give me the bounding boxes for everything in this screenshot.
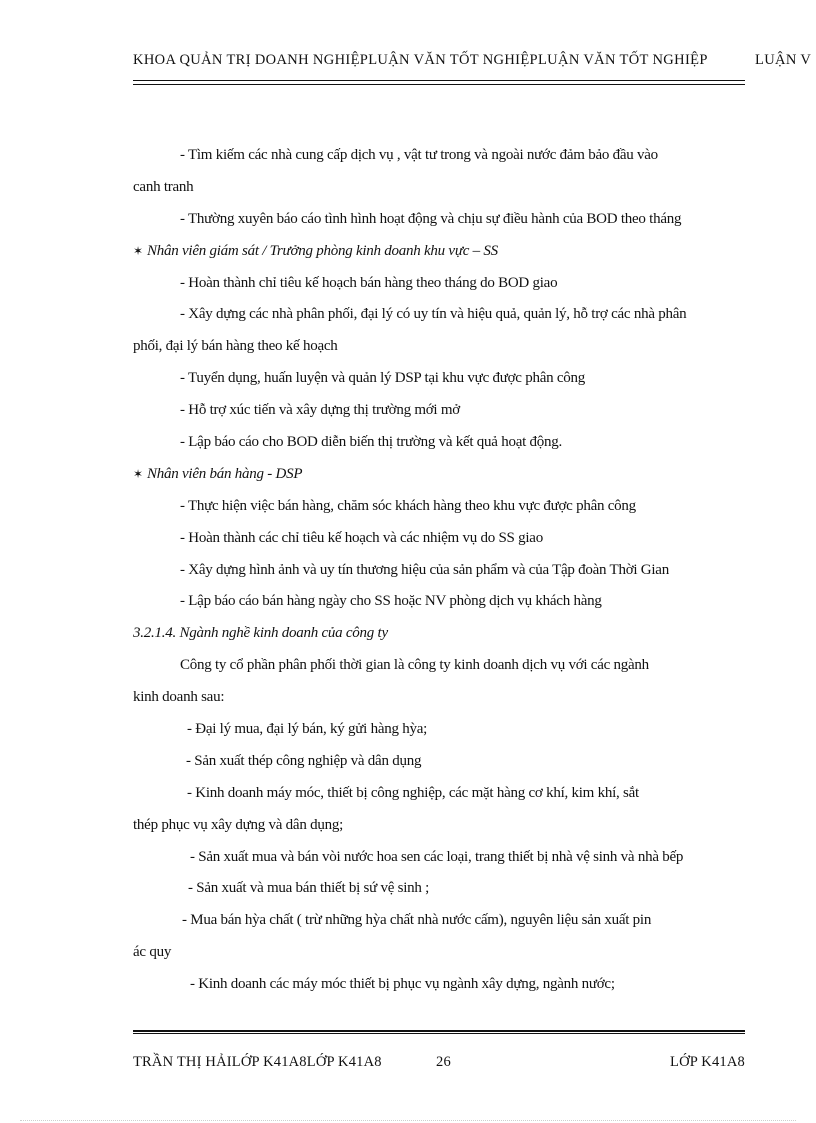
subsection-heading: 3.2.1.4. Ngành nghề kinh doanh của công ty — [133, 625, 388, 642]
header-rule — [133, 80, 745, 85]
section-heading — [133, 459, 745, 491]
page-number: 26 — [436, 1054, 451, 1070]
document-body — [133, 140, 745, 1001]
text-line: - Hoàn thành chỉ tiêu kế hoạch bán hàng theo tháng do BOD giao — [180, 274, 558, 291]
page-footer — [133, 1054, 745, 1071]
text-line: - Tuyển dụng, huấn luyện và quản lý DSP tại khu vực được phân công — [180, 370, 586, 387]
text-line: - Xây dựng các nhà phân phối, đại lý có uy tín và hiệu quả, quản lý, hỗ trợ các nhà phân — [180, 306, 687, 323]
heading-text: Nhân viên giám sát / Trưởng phòng kinh doanh khu vực – SS — [147, 242, 498, 259]
footer-rule — [133, 1030, 745, 1034]
footer-left: TRẦN THỊ HẢILỚP K41A8LỚP K41A8 — [133, 1054, 382, 1070]
list-item: - Sản xuất và mua bán thiết bị sứ vệ sinh ; — [188, 880, 430, 897]
text-line: thép phục vụ xây dựng và dân dụng; — [133, 816, 344, 833]
list-item: - Kinh doanh máy móc, thiết bị công nghiệp, các mặt hàng cơ khí, kim khí, sắt — [187, 784, 639, 801]
text-line: - Thường xuyên báo cáo tình hình hoạt động và chịu sự điều hành của BOD theo tháng — [180, 210, 682, 227]
heading-text: Nhân viên bán hàng - DSP — [147, 465, 303, 482]
list-item: - Sản xuất mua và bán vòi nước hoa sen các loại, trang thiết bị nhà vệ sinh và nhà bếp — [190, 848, 684, 865]
text-line: - Tìm kiếm các nhà cung cấp dịch vụ , vật tư trong và ngoài nước đảm bảo đầu vào — [180, 147, 658, 163]
text-line: - Hỗ trợ xúc tiến và xây dựng thị trường mới mở — [180, 402, 460, 419]
page-edge-divider — [20, 1120, 796, 1121]
list-item: - Kinh doanh các máy móc thiết bị phục vụ ngành xây dựng, ngành nước; — [190, 976, 615, 993]
text-line: ác quy — [133, 944, 172, 961]
text-line: - Hoàn thành các chỉ tiêu kế hoạch và các nhiệm vụ do SS giao — [180, 529, 543, 546]
list-item: - Mua bán hỳa chất ( trừ những hỳa chất nhà nước cấm), nguyên liệu sản xuất pin — [182, 912, 652, 929]
text-line: - Lập báo cáo bán hàng ngày cho SS hoặc NV phòng dịch vụ khách hàng — [180, 593, 602, 610]
text-line: kinh doanh sau: — [133, 689, 225, 706]
text-line: - Xây dựng hình ảnh và uy tín thương hiệu của sản phẩm và của Tập đoàn Thời Gian — [180, 561, 669, 578]
text-line: Công ty cổ phần phân phối thời gian là công ty kinh doanh dịch vụ với các ngành — [180, 657, 649, 674]
footer-right: LỚP K41A8 — [670, 1054, 745, 1070]
star-bullet-icon: ✶ — [133, 466, 143, 481]
header-right: LUẬN V — [755, 52, 812, 68]
header-title: KHOA QUẢN TRỊ DOANH NGHIỆPLUẬN VĂN TỐT NGHIỆPLUẬN VĂN TỐT NGHIỆP — [133, 52, 708, 68]
star-bullet-icon: ✶ — [133, 243, 143, 258]
list-item: - Sản xuất thép công nghiệp và dân dụng — [186, 752, 422, 769]
text-line: phối, đại lý bán hàng theo kế hoạch — [133, 338, 338, 355]
list-item: - Đại lý mua, đại lý bán, ký gửi hàng hỳa; — [187, 721, 428, 738]
text-line: canh tranh — [133, 178, 194, 195]
page-header — [133, 52, 812, 69]
section-heading — [133, 236, 745, 268]
text-line: - Thực hiện việc bán hàng, chăm sóc khách hàng theo khu vực được phân công — [180, 497, 636, 514]
text-line: - Lập báo cáo cho BOD diễn biến thị trường và kết quả hoạt động. — [180, 434, 563, 451]
